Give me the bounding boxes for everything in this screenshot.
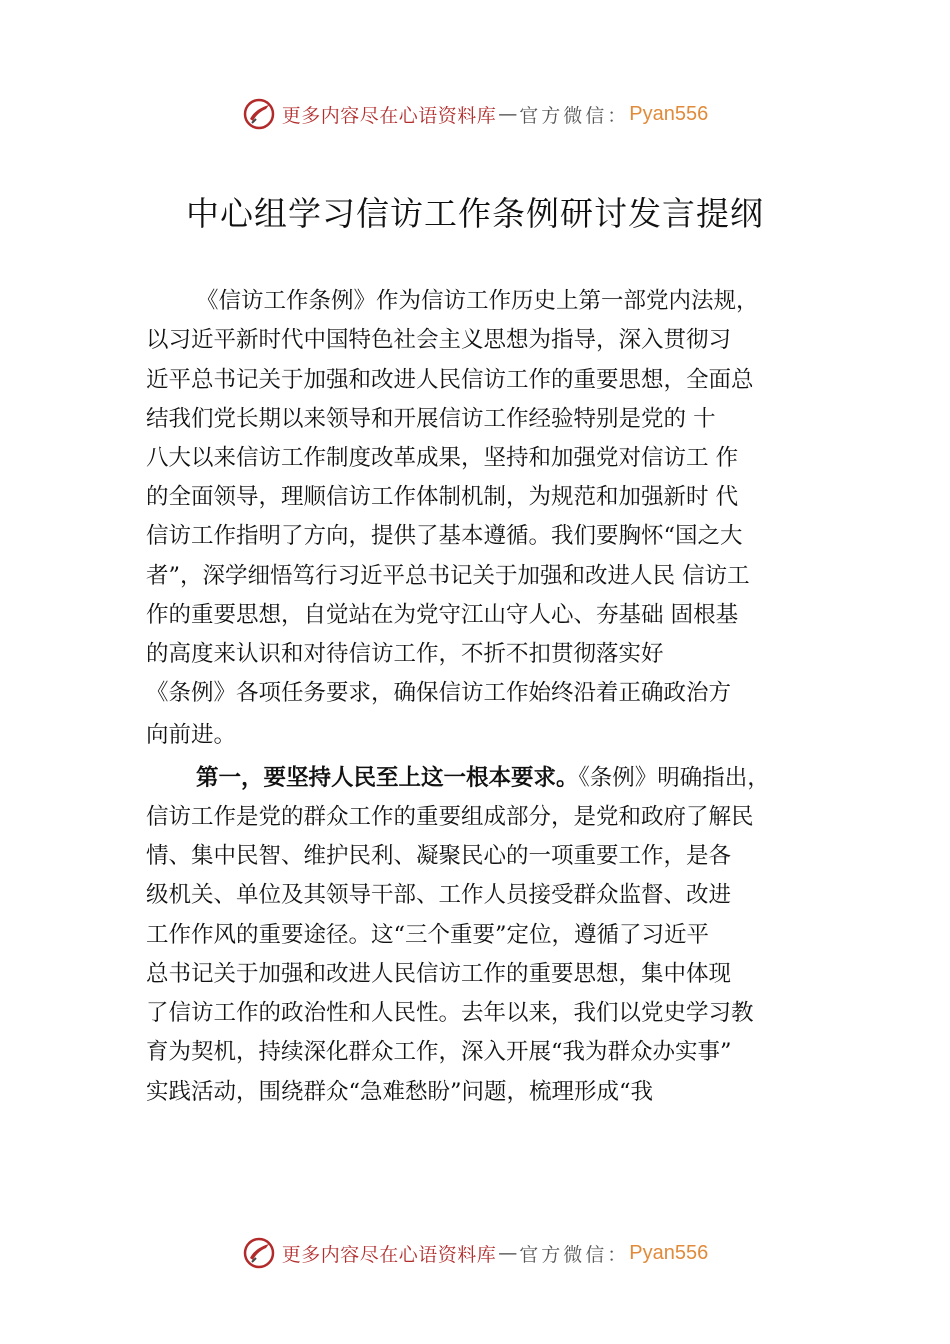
banner-wechat-label: 官方微信： — [519, 1243, 630, 1266]
banner-dash: — — [498, 103, 518, 125]
para1-line: 八大以来信访工作制度改革成果，坚持和加强党对信访工 作 — [146, 445, 739, 471]
para1-line: 《条例》各项任务要求，确保信访工作始终沿着正确政治方 — [146, 680, 732, 706]
para1-line: 的全面领导，理顺信访工作体制机制，为规范和加强新时 代 — [146, 484, 739, 510]
banner-wechat-id: Pyan556 — [629, 102, 709, 125]
para1-line: 《信访工作条例》作为信访工作历史上第一部党内法规， — [196, 288, 759, 314]
pen-seal-icon — [242, 1236, 276, 1270]
footer-banner — [0, 1233, 950, 1273]
para2-first-line — [196, 763, 770, 793]
para1-line: 信访工作指明了方向，提供了基本遵循。我们要胸怀“国之大 — [146, 523, 743, 549]
para1-line: 向前进。 — [146, 722, 237, 748]
para2-first-rest: 《条例》明确指出， — [578, 765, 770, 791]
para2-line: 实践活动，围绕群众“急难愁盼”问题，梳理形成“我 — [146, 1079, 654, 1105]
para2-heading: 第一，要坚持人民至上这一根本要求。 — [196, 765, 579, 791]
banner-text: 更多内容尽在心语资料库 — [281, 1243, 497, 1266]
para1-line: 者”，深学细悟笃行习近平总书记关于加强和改进人民 信访工 — [146, 563, 750, 589]
para1-line: 作的重要思想，自觉站在为党守江山守人心、夯基础 固根基 — [146, 602, 739, 628]
para2-line: 了信访工作的政治性和人民性。去年以来，我们以党史学习教 — [146, 1000, 754, 1026]
header-banner — [0, 94, 950, 134]
para1-line: 以习近平新时代中国特色社会主义思想为指导，深入贯彻习 — [146, 327, 732, 353]
banner-wechat-label: 官方微信： — [519, 104, 630, 127]
pen-seal-icon — [242, 97, 276, 131]
para2-line: 级机关、单位及其领导干部、工作人员接受群众监督、改进 — [146, 882, 732, 908]
para2-line: 工作作风的重要途径。这“三个重要”定位，遵循了习近平 — [146, 922, 710, 948]
banner-text: 更多内容尽在心语资料库 — [281, 104, 497, 127]
para2-line: 育为契机，持续深化群众工作，深入开展“我为群众办实事” — [146, 1039, 732, 1065]
banner-dash: — — [498, 1242, 518, 1264]
para1-line: 近平总书记关于加强和改进人民信访工作的重要思想，全面总 — [146, 367, 754, 393]
para1-line: 的高度来认识和对待信访工作，不折不扣贯彻落实好 — [146, 641, 664, 667]
document-title: 中心组学习信访工作条例研讨发言提纲 — [186, 194, 764, 233]
para2-line: 情、集中民智、维护民利、凝聚民心的一项重要工作，是各 — [146, 843, 732, 869]
banner-wechat-id: Pyan556 — [629, 1241, 709, 1264]
para2-line: 信访工作是党的群众工作的重要组成部分，是党和政府了解民 — [146, 804, 754, 830]
para2-line: 总书记关于加强和改进人民信访工作的重要思想，集中体现 — [146, 961, 732, 987]
para1-line: 结我们党长期以来领导和开展信访工作经验特别是党的 十 — [146, 406, 716, 432]
